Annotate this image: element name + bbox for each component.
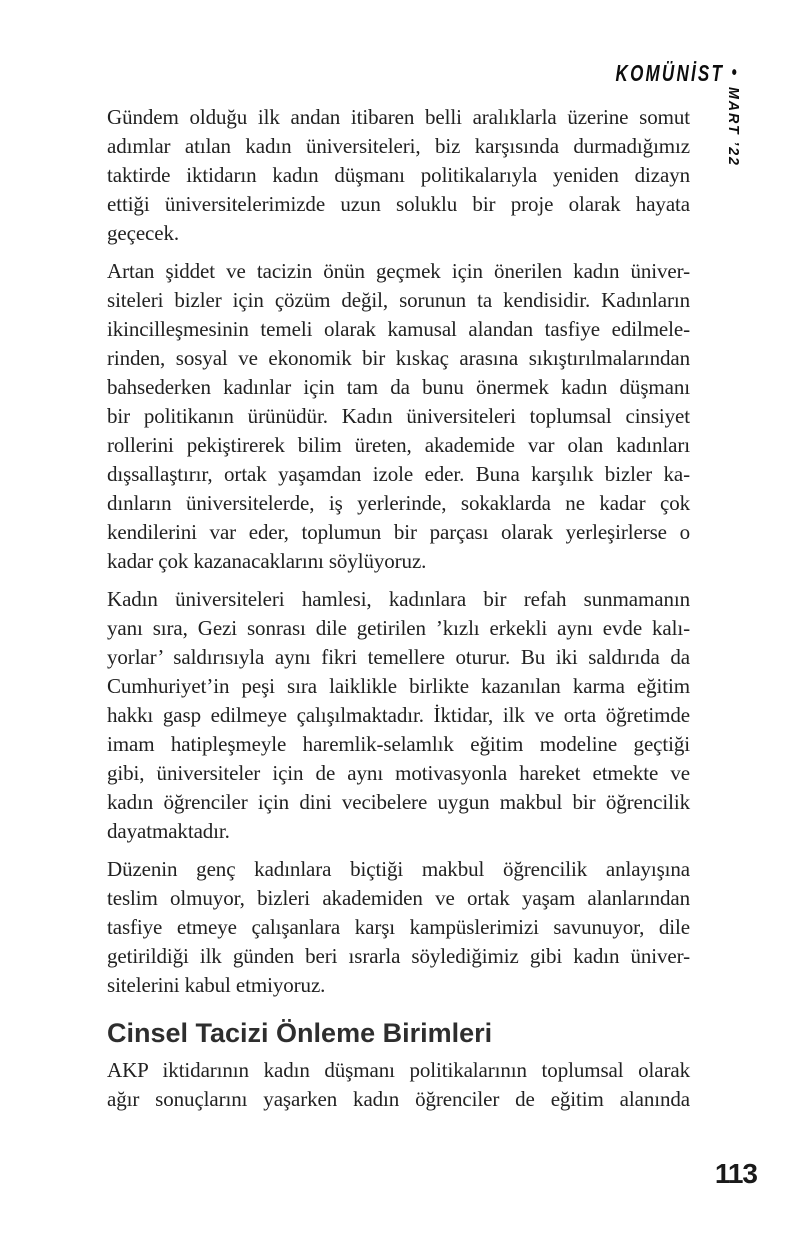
text-line: ağır sonuçlarını yaşarken kadın öğrenciler de eğitim alanında [107, 1087, 690, 1111]
paragraph [107, 855, 690, 1000]
text-line: hakkı gasp edilmeye çalışılmaktadır. İktidar, ilk ve orta öğretimde [107, 703, 690, 727]
text-line: dınların üniversitelerde, iş yerlerinde, sokaklarda ne kadar çok [107, 491, 690, 515]
text-line: dışsallaştırır, ortak yaşamdan izole eder. Buna karşılık bizler ka- [107, 462, 690, 486]
text-line: dayatmaktadır. [107, 819, 230, 843]
text-line: Düzenin genç kadınlara biçtiği makbul öğrencilik anlayışına [107, 857, 690, 881]
paragraph [107, 585, 690, 846]
text-line: bir politikanın ürünüdür. Kadın üniversiteleri toplumsal cinsiyet [107, 404, 690, 428]
journal-title: KOMÜNİST [615, 60, 725, 86]
text-line: rollerini pekiştirerek bilim üreten, akademide var olan kadınları [107, 433, 690, 457]
text-line: yanı sıra, Gezi sonrası dile getirilen ’kızlı erkekli aynı evde kalı- [107, 616, 690, 640]
paragraph [107, 1056, 690, 1114]
text-line: kendilerini var eder, toplumun bir parçası olarak yerleşirlerse o [107, 520, 690, 544]
text-line: teslim olmuyor, bizleri akademiden ve ortak yaşam alanlarından [107, 886, 690, 910]
text-line: kadar çok kazanacaklarını söylüyoruz. [107, 549, 427, 573]
text-line: yorlar’ saldırısıyla aynı fikri temellere oturur. Bu iki saldırıda da [107, 645, 690, 669]
section-heading: Cinsel Tacizi Önleme Birimleri [107, 1018, 493, 1048]
text-line: geçecek. [107, 221, 180, 245]
text-line: kadın öğrenciler için dini vecibelere uygun makbul bir öğrencilik [107, 790, 690, 814]
text-line: sitelerini kabul etmiyoruz. [107, 973, 326, 997]
text-line: Cumhuriyet’in peşi sıra laiklikle birlikte kazanılan karma eğitim [107, 674, 690, 698]
page-number: 113 [714, 1158, 757, 1189]
page-body [107, 103, 690, 1123]
text-line: rinden, sosyal ve ekonomik bir kıskaç arasına sıkıştırılmalarından [107, 346, 690, 370]
paragraph [107, 103, 690, 248]
text-line: taktirde iktidarın kadın düşmanı politikalarıyla yeniden dizayn [107, 163, 690, 187]
text-line: imam hatipleşmeyle haremlik-selamlık eğitim modeline geçtiği [107, 732, 690, 756]
text-line: adımlar atılan kadın üniversiteleri, biz karşısında durmadığımız [107, 134, 690, 158]
running-header [616, 60, 737, 87]
text-line: bahsederken kadınlar için tam da bunu önermek kadın düşmanı [107, 375, 690, 399]
text-line: gibi, üniversiteler için de aynı motivasyonla hareket etmekte ve [107, 761, 690, 785]
text-line: tasfiye etmeye çalışanlara karşı kampüslerimizi savunuyor, dile [107, 915, 690, 939]
text-line: ikincilleşmesinin temeli olarak kamusal alandan tasfiye edilmele- [107, 317, 690, 341]
paragraph [107, 257, 690, 576]
text-line: getirildiği ilk günden beri ısrarla söylediğimiz gibi kadın üniver- [107, 944, 690, 968]
text-line: Kadın üniversiteleri hamlesi, kadınlara bir refah sunmamanın [107, 587, 690, 611]
text-line: Gündem olduğu ilk andan itibaren belli aralıklarla üzerine somut [107, 105, 690, 129]
header-bullet-icon: • [731, 62, 737, 84]
text-line: siteleri bizler için çözüm değil, sorunun ta kendisidir. Kadınların [107, 288, 690, 312]
text-line: Artan şiddet ve tacizin önün geçmek için önerilen kadın üniver- [107, 259, 690, 283]
text-line: AKP iktidarının kadın düşmanı politikalarının toplumsal olarak [107, 1058, 690, 1082]
text-line: ettiği üniversitelerimizde uzun soluklu bir proje olarak hayata [107, 192, 690, 216]
issue-date-vertical: MART ’22 [725, 87, 742, 167]
